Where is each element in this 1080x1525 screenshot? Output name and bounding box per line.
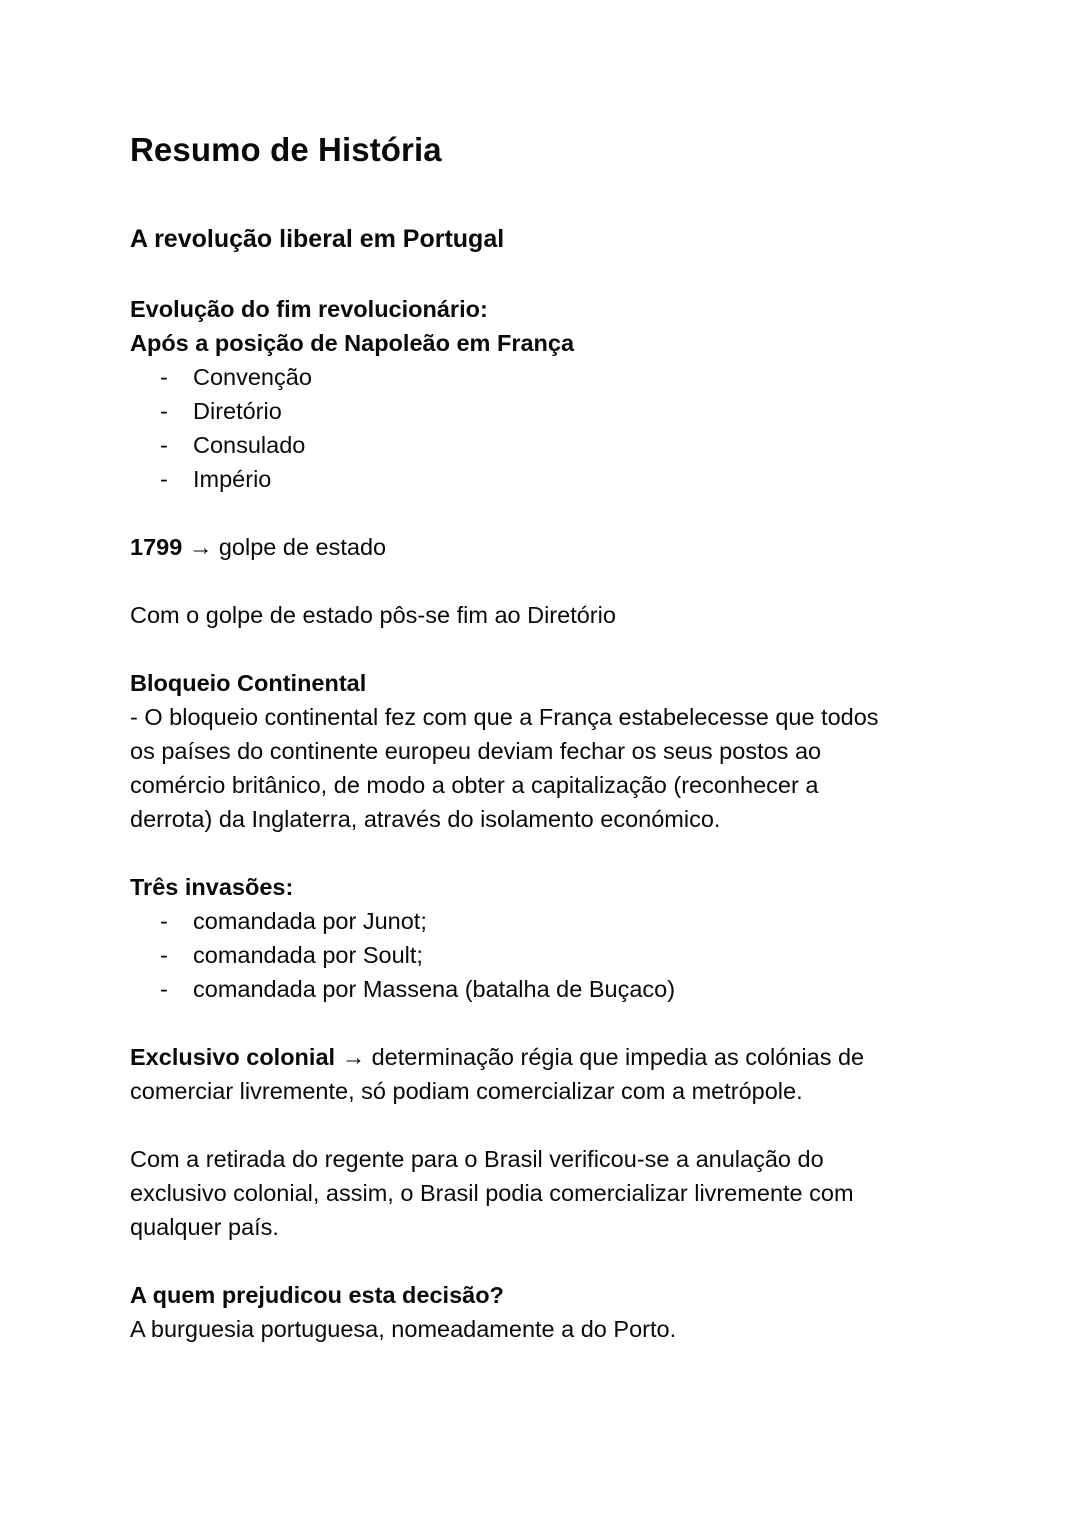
bullet-dash-icon: - bbox=[160, 398, 168, 424]
golpe-line bbox=[130, 530, 940, 564]
arrow-glyph-icon: → bbox=[341, 1044, 366, 1070]
list-item-label: Consulado bbox=[193, 432, 306, 458]
list-item bbox=[130, 360, 940, 394]
golpe-note: Com o golpe de estado pôs-se fim ao Diretório bbox=[130, 602, 616, 628]
spacer bbox=[130, 632, 940, 666]
bloqueio-paragraph-line: os países do continente europeu deviam fechar os seus postos ao bbox=[130, 738, 822, 764]
list-item bbox=[130, 394, 940, 428]
bullet-dash-icon: - bbox=[160, 466, 168, 492]
invasoes-heading: Três invasões: bbox=[130, 874, 294, 900]
evolucao-list bbox=[130, 360, 940, 496]
prejuizo-answer: A burguesia portuguesa, nomeadamente a do Porto. bbox=[130, 1316, 677, 1342]
bullet-dash-icon: - bbox=[160, 942, 168, 968]
prejuizo-question: A quem prejudicou esta decisão? bbox=[130, 1282, 504, 1308]
invasoes-list bbox=[130, 904, 940, 1006]
page-title: Resumo de História bbox=[130, 131, 442, 168]
bloqueio-paragraph-line: comércio britânico, de modo a obter a capitalização (reconhecer a bbox=[130, 772, 819, 798]
exclusivo-definition-line-1 bbox=[130, 1040, 940, 1074]
list-item bbox=[130, 428, 940, 462]
bullet-dash-icon: - bbox=[160, 976, 168, 1002]
arrow-glyph-icon: → bbox=[188, 534, 213, 560]
spacer bbox=[130, 170, 940, 222]
list-item bbox=[130, 462, 940, 496]
list-item-label: comandada por Soult; bbox=[193, 942, 423, 968]
golpe-year: 1799 bbox=[130, 534, 183, 560]
golpe-text: golpe de estado bbox=[218, 534, 387, 560]
brasil-line: qualquer país. bbox=[130, 1214, 279, 1240]
spacer bbox=[130, 836, 940, 870]
spacer bbox=[130, 256, 940, 292]
bullet-dash-icon: - bbox=[160, 908, 168, 934]
spacer bbox=[130, 564, 940, 598]
evolucao-heading-line-2: Após a posição de Napoleão em França bbox=[130, 330, 575, 356]
list-item-label: comandada por Massena (batalha de Buçaco) bbox=[193, 976, 676, 1002]
list-item-label: comandada por Junot; bbox=[193, 908, 427, 934]
bullet-dash-icon: - bbox=[160, 364, 168, 390]
bloqueio-paragraph-line: derrota) da Inglaterra, através do isolamento económico. bbox=[130, 806, 721, 832]
bloqueio-heading: Bloqueio Continental bbox=[130, 670, 367, 696]
evolucao-heading-line-1: Evolução do fim revolucionário: bbox=[130, 296, 488, 322]
bloqueio-paragraph-line: - O bloqueio continental fez com que a França estabelecesse que todos bbox=[130, 704, 879, 730]
list-item bbox=[130, 904, 940, 938]
spacer bbox=[130, 1244, 940, 1278]
brasil-line: exclusivo colonial, assim, o Brasil podia comercializar livremente com bbox=[130, 1180, 854, 1206]
list-item-label: Império bbox=[193, 466, 272, 492]
section-title: A revolução liberal em Portugal bbox=[130, 225, 505, 253]
exclusivo-definition-line-2: comerciar livremente, só podiam comercializar com a metrópole. bbox=[130, 1078, 803, 1104]
exclusivo-term: Exclusivo colonial bbox=[130, 1044, 336, 1070]
brasil-line: Com a retirada do regente para o Brasil verificou-se a anulação do bbox=[130, 1146, 824, 1172]
bullet-dash-icon: - bbox=[160, 432, 168, 458]
list-item bbox=[130, 938, 940, 972]
list-item-label: Convenção bbox=[193, 364, 312, 390]
list-item bbox=[130, 972, 940, 1006]
list-item-label: Diretório bbox=[193, 398, 282, 424]
spacer bbox=[130, 1108, 940, 1142]
spacer bbox=[130, 496, 940, 530]
spacer bbox=[130, 1006, 940, 1040]
exclusivo-definition: determinação régia que impedia as colónias de bbox=[371, 1044, 865, 1070]
